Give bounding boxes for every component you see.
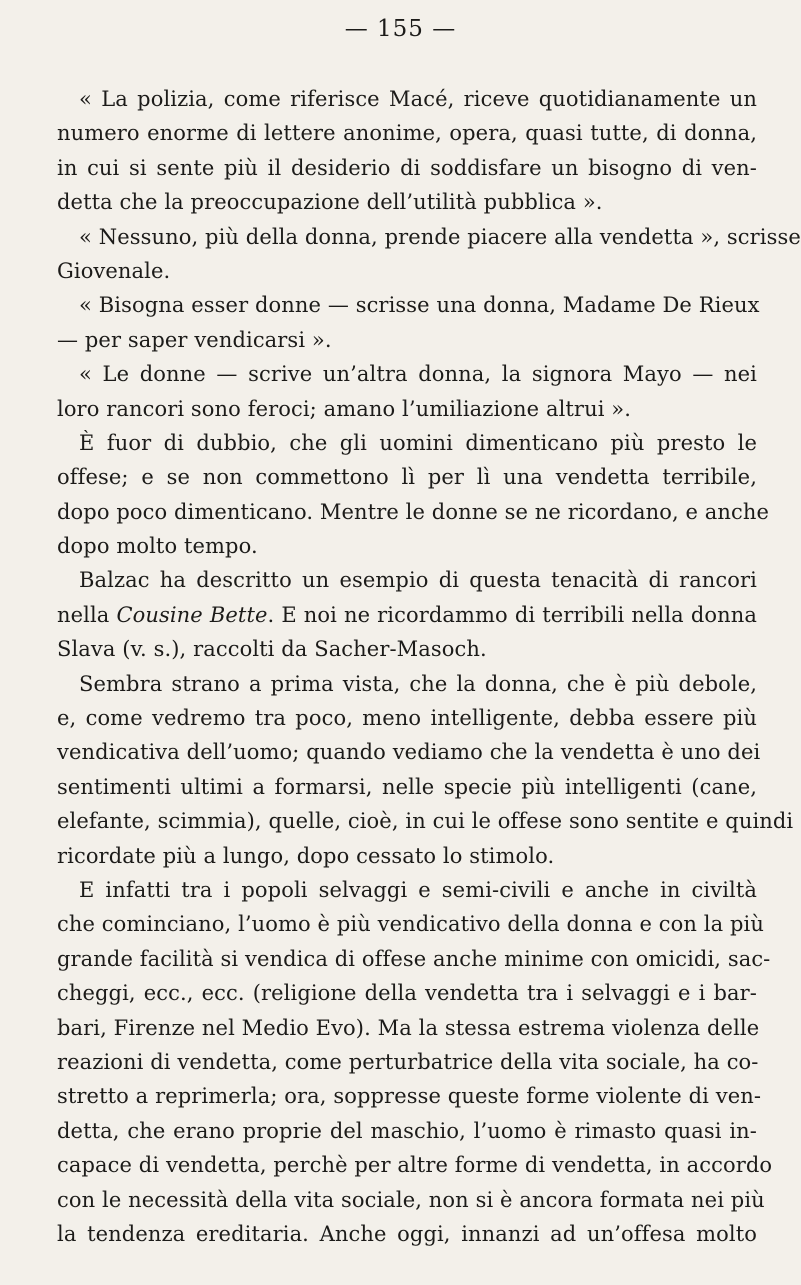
text-line: Slava (v. s.), raccolti da Sacher-Masoch. (57, 637, 487, 662)
text-line-with-title (57, 598, 757, 632)
text-line: grande facilità si vendica di offese anche minime con omicidi, sac- (57, 946, 771, 971)
body-text (57, 82, 801, 1251)
text-line: Balzac ha descritto un esempio di questa tenacità di rancori (79, 568, 757, 593)
text-line: bari, Firenze nel Medio Evo). Ma la stessa estrema violenza delle (57, 1015, 760, 1040)
text-fragment: nella (57, 602, 117, 627)
book-title: Cousine Bette (116, 602, 268, 627)
text-line: « Nessuno, più della donna, prende piacere alla vendetta », scrisse (79, 224, 801, 249)
text-line: con le necessità della vita sociale, non si è ancora formata nei più (57, 1187, 765, 1212)
text-line: dopo molto tempo. (57, 534, 258, 559)
text-line: vendicativa dell’uomo; quando vediamo che la vendetta è uno dei (57, 740, 761, 765)
text-line: detta, che erano proprie del maschio, l’uomo è rimasto quasi in- (57, 1118, 757, 1143)
text-line: stretto a reprimerla; ora, soppresse queste forme violente di ven- (57, 1084, 762, 1109)
text-line: e, come vedremo tra poco, meno intelligente, debba essere più (57, 706, 757, 731)
text-line: « La polizia, come riferisce Macé, riceve quotidianamente un (79, 87, 757, 111)
text-line: « Le donne — scrive un’altra donna, la signora Mayo — nei (79, 362, 757, 387)
text-fragment: . E noi ne ricordammo di terribili nella donna (267, 602, 757, 627)
text-line: cheggi, ecc., ecc. (religione della vendetta tra i selvaggi e i bar- (57, 981, 757, 1006)
page-number: — 155 — (344, 16, 457, 42)
text-line: in cui si sente più il desiderio di soddisfare un bisogno di ven- (57, 155, 757, 180)
text-line: È fuor di dubbio, che gli uomini dimenticano più presto le (79, 430, 757, 455)
text-line: numero enorme di lettere anonime, opera, quasi tutte, di donna, (57, 121, 757, 146)
text-line: elefante, scimmia), quelle, cioè, in cui le offese sono sentite e quindi (57, 809, 794, 834)
text-line: offese; e se non commettono lì per lì una vendetta terribile, (57, 465, 757, 490)
text-line: che cominciano, l’uomo è più vendicativo della donna e con la più (57, 912, 764, 937)
text-line: Giovenale. (57, 258, 171, 283)
text-line: « Bisogna esser donne — scrisse una donna, Madame De Rieux (79, 293, 760, 318)
text-line: detta che la preoccupazione dell’utilità pubblica ». (57, 190, 603, 215)
text-line: E infatti tra i popoli selvaggi e semi-civili e anche in civiltà (79, 877, 757, 902)
text-line: sentimenti ultimi a formarsi, nelle specie più intelligenti (cane, (57, 774, 757, 799)
text-line: reazioni di vendetta, come perturbatrice della vita sociale, ha co- (57, 1049, 759, 1074)
text-line: capace di vendetta, perchè per altre forme di vendetta, in accordo (57, 1153, 773, 1178)
text-line: — per saper vendicarsi ». (57, 327, 332, 352)
text-line: dopo poco dimenticano. Mentre le donne se ne ricordano, e anche (57, 499, 770, 524)
text-line: ricordate più a lungo, dopo cessato lo stimolo. (57, 843, 555, 868)
text-line: Sembra strano a prima vista, che la donna, che è più debole, (79, 671, 757, 696)
text-line: loro rancori sono feroci; amano l’umiliazione altrui ». (57, 396, 632, 421)
text-line: la tendenza ereditaria. Anche oggi, innanzi ad un’offesa molto (57, 1221, 757, 1246)
